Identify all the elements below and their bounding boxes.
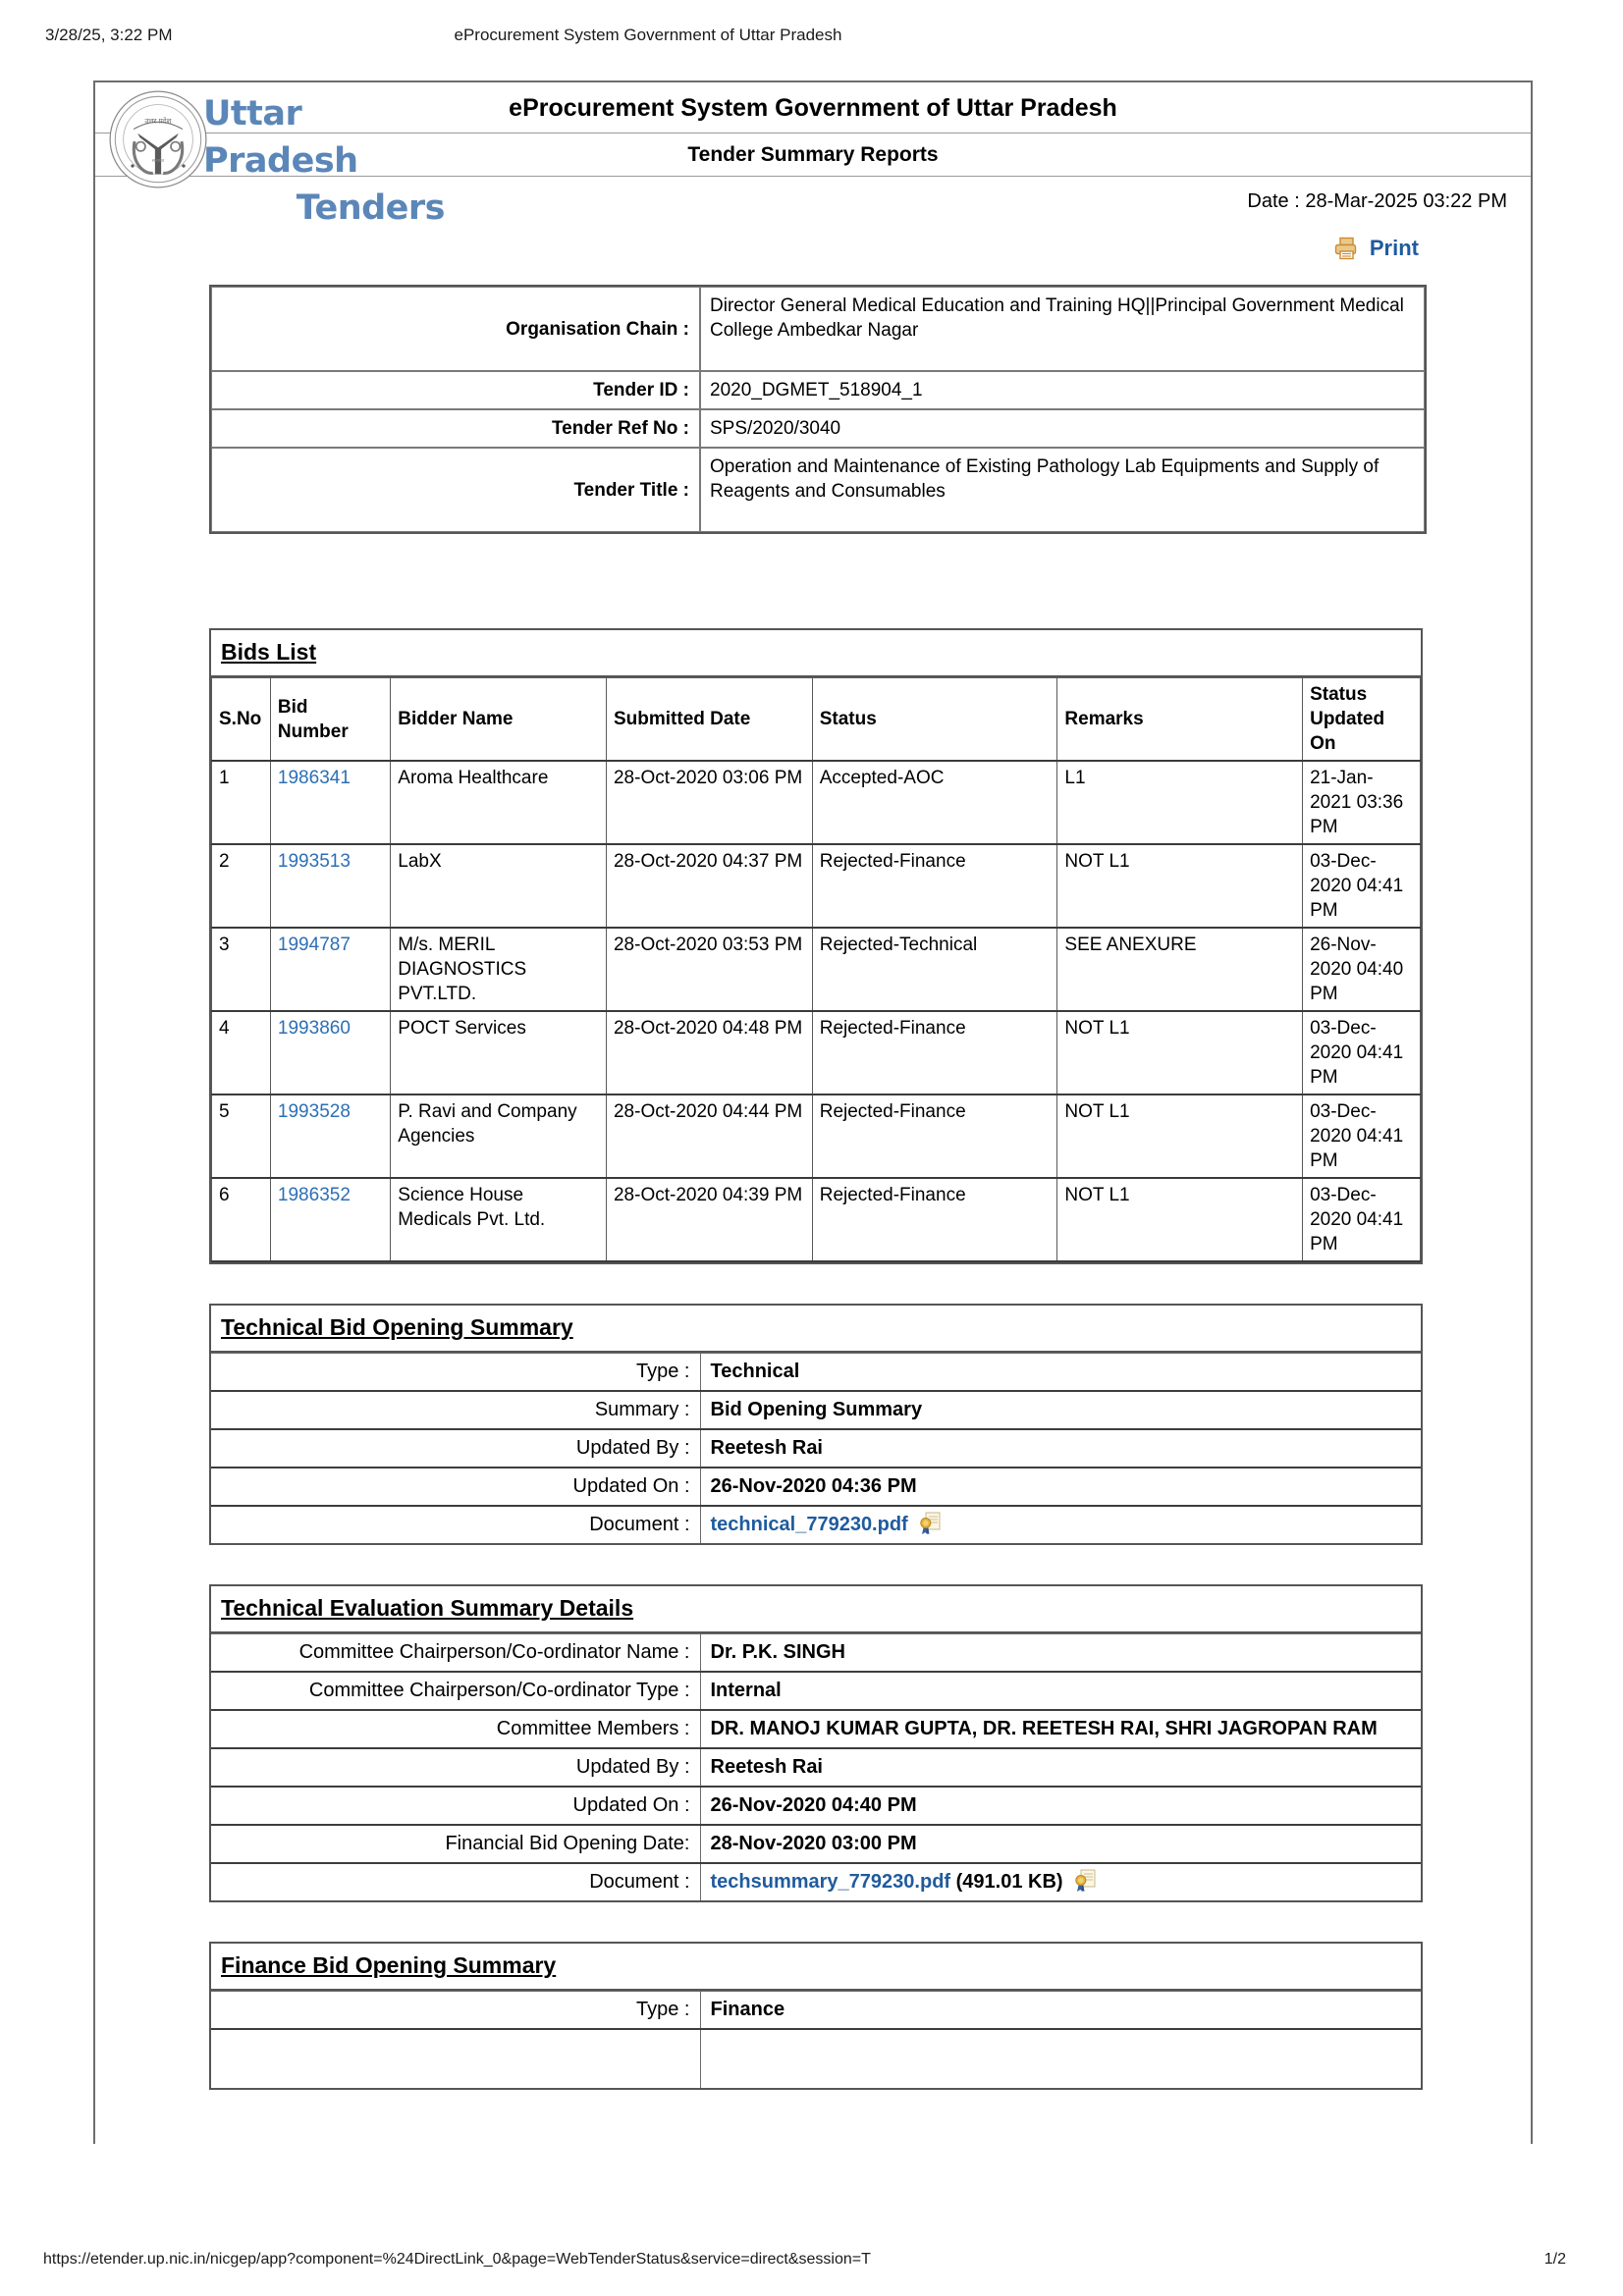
masthead — [95, 82, 1531, 228]
logo-line-1: Uttar Pradesh — [203, 94, 358, 181]
col-submitted-date: Submitted Date — [606, 678, 812, 762]
technical-evaluation-title: Technical Evaluation Summary Details — [211, 1586, 1421, 1633]
table-row — [211, 1506, 1421, 1543]
bid-number-link[interactable]: 1994787 — [277, 934, 351, 955]
technical-evaluation-section — [209, 1584, 1423, 1902]
tender-title-label: Tender Title : — [211, 448, 700, 532]
cell-status-updated-on: 03-Dec-2020 04:41 PM — [1303, 1178, 1421, 1261]
cell-status: Rejected-Finance — [812, 1011, 1057, 1095]
chairperson-name-value: Dr. P.K. SINGH — [700, 1634, 1421, 1673]
cell-status: Rejected-Technical — [812, 928, 1057, 1011]
cell-sno: 1 — [212, 761, 271, 844]
cell-bidder-name: POCT Services — [391, 1011, 607, 1095]
financial-bid-opening-date-label: Financial Bid Opening Date: — [211, 1825, 700, 1863]
col-sno: S.No — [212, 678, 271, 762]
type-value: Technical — [700, 1354, 1421, 1392]
chairperson-name-label: Committee Chairperson/Co-ordinator Name : — [211, 1634, 700, 1673]
print-footer-url: https://etender.up.nic.in/nicgep/app?component=%24DirectLink_0&page=WebTenderStatus&service=direct&session=T — [43, 2251, 871, 2268]
updated-by-value: Reetesh Rai — [700, 1429, 1421, 1468]
table-row — [211, 1992, 1421, 2030]
document-label: Document : — [211, 1506, 700, 1543]
cell-status: Rejected-Finance — [812, 844, 1057, 928]
financial-bid-opening-date-value: 28-Nov-2020 03:00 PM — [700, 1825, 1421, 1863]
table-row — [211, 1391, 1421, 1429]
summary-value: Bid Opening Summary — [700, 1391, 1421, 1429]
print-bar — [95, 230, 1531, 285]
bid-number-link[interactable]: 1993528 — [277, 1101, 351, 1122]
table-row — [211, 371, 1425, 409]
table-row — [212, 761, 1421, 844]
cell-submitted-date: 28-Oct-2020 04:37 PM — [606, 844, 812, 928]
browser-print-footer — [0, 2251, 1623, 2272]
updated-on-label: Updated On : — [211, 1787, 700, 1825]
bid-number-link[interactable]: 1986352 — [277, 1185, 351, 1205]
cell-sno: 2 — [212, 844, 271, 928]
bid-number-link[interactable]: 1986341 — [277, 768, 351, 788]
chairperson-type-value: Internal — [700, 1672, 1421, 1710]
cell-bidder-name: Aroma Healthcare — [391, 761, 607, 844]
table-row — [212, 1095, 1421, 1178]
updated-by-value: Reetesh Rai — [700, 1748, 1421, 1787]
updated-on-value: 26-Nov-2020 04:36 PM — [700, 1468, 1421, 1506]
techsummary-document-link[interactable]: techsummary_779230.pdf — [710, 1871, 951, 1893]
col-status: Status — [812, 678, 1057, 762]
table-row — [211, 1710, 1421, 1748]
site-title: eProcurement System Government of Uttar Pradesh — [95, 82, 1531, 133]
bids-list-table — [211, 677, 1421, 1262]
cell-sno: 3 — [212, 928, 271, 1011]
table-header-row — [212, 678, 1421, 762]
cell-submitted-date: 28-Oct-2020 04:39 PM — [606, 1178, 812, 1261]
certificate-icon — [1074, 1869, 1096, 1893]
logo-line-2: Tenders — [296, 188, 445, 228]
updated-on-label: Updated On : — [211, 1468, 700, 1506]
table-row — [211, 1825, 1421, 1863]
summary-label: Summary : — [211, 1391, 700, 1429]
technical-bid-opening-table — [211, 1353, 1421, 1543]
up-government-seal-icon — [107, 88, 209, 190]
cell-status-updated-on: 03-Dec-2020 04:41 PM — [1303, 1095, 1421, 1178]
cell-remarks: L1 — [1057, 761, 1303, 844]
updated-on-value: 26-Nov-2020 04:40 PM — [700, 1787, 1421, 1825]
bids-list-section — [209, 628, 1423, 1264]
type-label: Type : — [211, 1354, 700, 1392]
type-value: Finance — [700, 1992, 1421, 2030]
cell-sno: 4 — [212, 1011, 271, 1095]
cell-bidder-name: M/s. MERIL DIAGNOSTICS PVT.LTD. — [391, 928, 607, 1011]
tender-details-table — [209, 285, 1427, 534]
tender-id-label: Tender ID : — [211, 371, 700, 409]
chairperson-type-label: Committee Chairperson/Co-ordinator Type : — [211, 1672, 700, 1710]
print-button[interactable] — [1334, 236, 1419, 261]
technical-evaluation-table — [211, 1633, 1421, 1900]
document-label: Document : — [211, 1863, 700, 1900]
updated-by-label: Updated By : — [211, 1748, 700, 1787]
cell-remarks: NOT L1 — [1057, 1011, 1303, 1095]
printer-icon — [1334, 237, 1360, 260]
cell-status-updated-on: 26-Nov-2020 04:40 PM — [1303, 928, 1421, 1011]
col-status-updated-on: Status Updated On — [1303, 678, 1421, 762]
table-row — [211, 1354, 1421, 1392]
finance-bid-opening-table — [211, 1991, 1421, 2088]
cell-bidder-name: LabX — [391, 844, 607, 928]
cell-submitted-date: 28-Oct-2020 04:44 PM — [606, 1095, 812, 1178]
technical-bid-opening-section — [209, 1304, 1423, 1545]
table-row — [211, 1787, 1421, 1825]
table-row — [212, 1178, 1421, 1261]
table-row — [211, 1748, 1421, 1787]
cell-remarks: NOT L1 — [1057, 844, 1303, 928]
certificate-icon — [919, 1512, 941, 1535]
updated-by-label: Updated By : — [211, 1429, 700, 1468]
cell-sno: 5 — [212, 1095, 271, 1178]
col-remarks: Remarks — [1057, 678, 1303, 762]
cell-remarks: NOT L1 — [1057, 1178, 1303, 1261]
cell-status-updated-on: 03-Dec-2020 04:41 PM — [1303, 1011, 1421, 1095]
print-label: Print — [1369, 236, 1419, 260]
technical-bid-opening-title: Technical Bid Opening Summary — [211, 1306, 1421, 1353]
table-row — [211, 1863, 1421, 1900]
tender-ref-no-label: Tender Ref No : — [211, 409, 700, 448]
cell-status: Rejected-Finance — [812, 1095, 1057, 1178]
cell-bidder-name: P. Ravi and Company Agencies — [391, 1095, 607, 1178]
table-row — [211, 1672, 1421, 1710]
table-row — [211, 2029, 1421, 2088]
table-row — [212, 928, 1421, 1011]
organisation-chain-value: Director General Medical Education and Training HQ||Principal Government Medical College Ambedkar Nagar — [700, 287, 1425, 371]
site-logo — [97, 86, 451, 228]
cell-remarks: NOT L1 — [1057, 1095, 1303, 1178]
document-page — [93, 80, 1533, 2144]
table-row — [211, 1634, 1421, 1673]
technical-document-link[interactable]: technical_779230.pdf — [710, 1514, 908, 1535]
table-row — [211, 1468, 1421, 1506]
cell-status-updated-on: 21-Jan-2021 03:36 PM — [1303, 761, 1421, 844]
table-row — [212, 1011, 1421, 1095]
logo-wordmark — [203, 90, 449, 232]
cell-status: Accepted-AOC — [812, 761, 1057, 844]
type-label: Type : — [211, 1992, 700, 2030]
svg-text:सत्यमेव: सत्यमेव — [151, 158, 165, 164]
browser-print-header — [0, 26, 1623, 47]
table-row — [211, 448, 1425, 532]
tender-ref-no-value: SPS/2020/3040 — [700, 409, 1425, 448]
report-date: Date : 28-Mar-2025 03:22 PM — [1247, 190, 1507, 212]
cell-status-updated-on: 03-Dec-2020 04:41 PM — [1303, 844, 1421, 928]
print-footer-page-number: 1/2 — [1543, 2251, 1566, 2268]
tender-id-value: 2020_DGMET_518904_1 — [700, 371, 1425, 409]
organisation-chain-label: Organisation Chain : — [211, 287, 700, 371]
bid-number-link[interactable]: 1993860 — [277, 1018, 351, 1039]
table-row — [212, 844, 1421, 928]
table-row — [211, 1429, 1421, 1468]
committee-members-value: DR. MANOJ KUMAR GUPTA, DR. REETESH RAI, SHRI JAGROPAN RAM — [700, 1710, 1421, 1748]
finance-bid-opening-title: Finance Bid Opening Summary — [211, 1944, 1421, 1991]
committee-members-label: Committee Members : — [211, 1710, 700, 1748]
cell-status: Rejected-Finance — [812, 1178, 1057, 1261]
print-header-title: eProcurement System Government of Uttar Pradesh — [454, 26, 842, 44]
table-row — [211, 409, 1425, 448]
cell-submitted-date: 28-Oct-2020 03:06 PM — [606, 761, 812, 844]
techsummary-document-size: (491.01 KB) — [955, 1871, 1063, 1893]
print-header-date: 3/28/25, 3:22 PM — [45, 26, 173, 44]
table-row — [211, 287, 1425, 371]
tender-title-value: Operation and Maintenance of Existing Pathology Lab Equipments and Supply of Reagents and Consumables — [700, 448, 1425, 532]
col-bid-number: Bid Number — [270, 678, 390, 762]
cell-bidder-name: Science House Medicals Pvt. Ltd. — [391, 1178, 607, 1261]
cell-sno: 6 — [212, 1178, 271, 1261]
cell-submitted-date: 28-Oct-2020 04:48 PM — [606, 1011, 812, 1095]
col-bidder-name: Bidder Name — [391, 678, 607, 762]
cell-remarks: SEE ANEXURE — [1057, 928, 1303, 1011]
cell-submitted-date: 28-Oct-2020 03:53 PM — [606, 928, 812, 1011]
bids-list-title: Bids List — [211, 630, 1421, 677]
report-subtitle: Tender Summary Reports — [95, 133, 1531, 177]
svg-text:उत्तर प्रदेश: उत्तर प्रदेश — [144, 116, 172, 126]
finance-bid-opening-section — [209, 1942, 1423, 2090]
bid-number-link[interactable]: 1993513 — [277, 851, 351, 872]
